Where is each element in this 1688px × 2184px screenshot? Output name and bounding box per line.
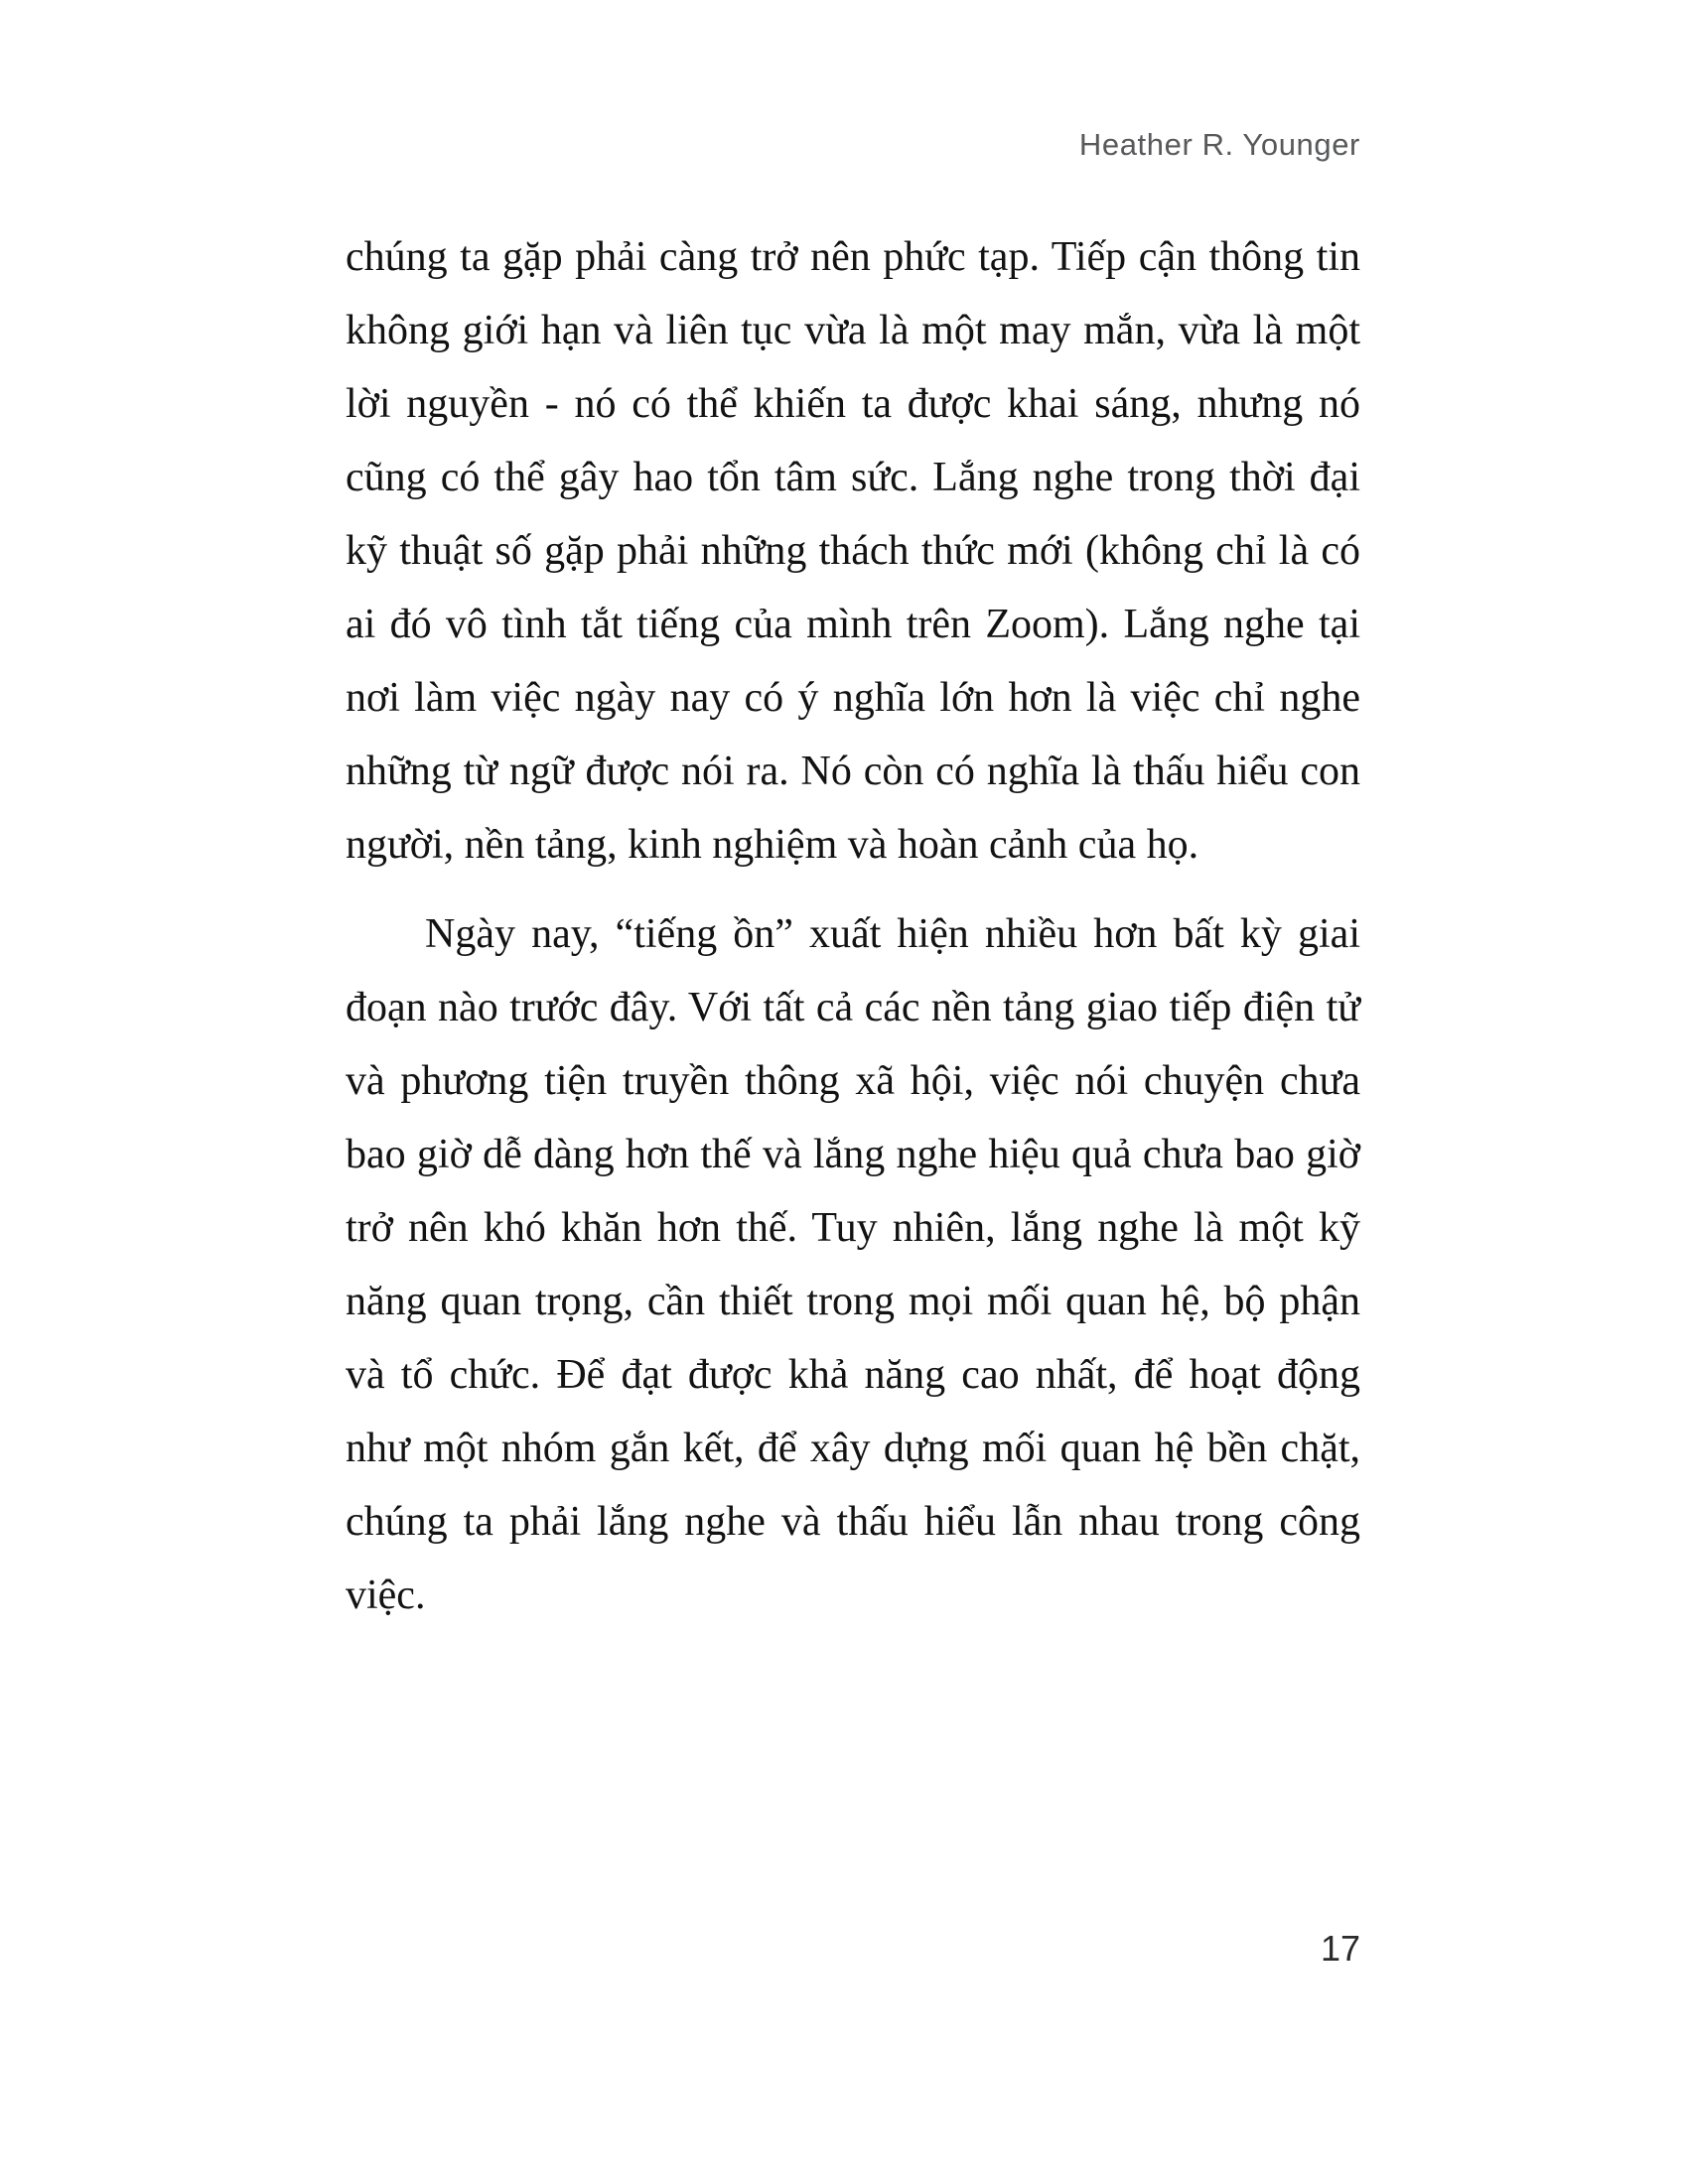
- page-number: 17: [1320, 1928, 1360, 1969]
- paragraph: Ngày nay, “tiếng ồn” xuất hiện nhiều hơn bất kỳ giai đoạn nào trước đây. Với tất cả các nền tảng giao tiếp điện tử và phương tiện truyền thông xã hội, việc nói chuyện chưa bao giờ dễ dàng hơn thế và lắng nghe hiệu quả chưa bao giờ trở nên khó khăn hơn thế. Tuy nhiên, lắng nghe là một kỹ năng quan trọng, cần thiết trong mọi mối quan hệ, bộ phận và tổ chức. Để đạt được khả năng cao nhất, để hoạt động như một nhóm gắn kết, để xây dựng mối quan hệ bền chặt, chúng ta phải lắng nghe và thấu hiểu lẫn nhau trong công việc.: [346, 911, 1360, 1618]
- body-text-block: [346, 220, 1360, 1632]
- running-header: Heather R. Younger: [1078, 127, 1360, 162]
- paragraph: chúng ta gặp phải càng trở nên phức tạp. Tiếp cận thông tin không giới hạn và liên tục vừa là một may mắn, vừa là một lời nguyền - nó có thể khiến ta được khai sáng, nhưng nó cũng có thể gây hao tổn tâm sức. Lắng nghe trong thời đại kỹ thuật số gặp phải những thách thức mới (không chỉ là có ai đó vô tình tắt tiếng của mình trên Zoom). Lắng nghe tại nơi làm việc ngày nay có ý nghĩa lớn hơn là việc chỉ nghe những từ ngữ được nói ra. Nó còn có nghĩa là thấu hiểu con người, nền tảng, kinh nghiệm và hoàn cảnh của họ.: [346, 234, 1360, 868]
